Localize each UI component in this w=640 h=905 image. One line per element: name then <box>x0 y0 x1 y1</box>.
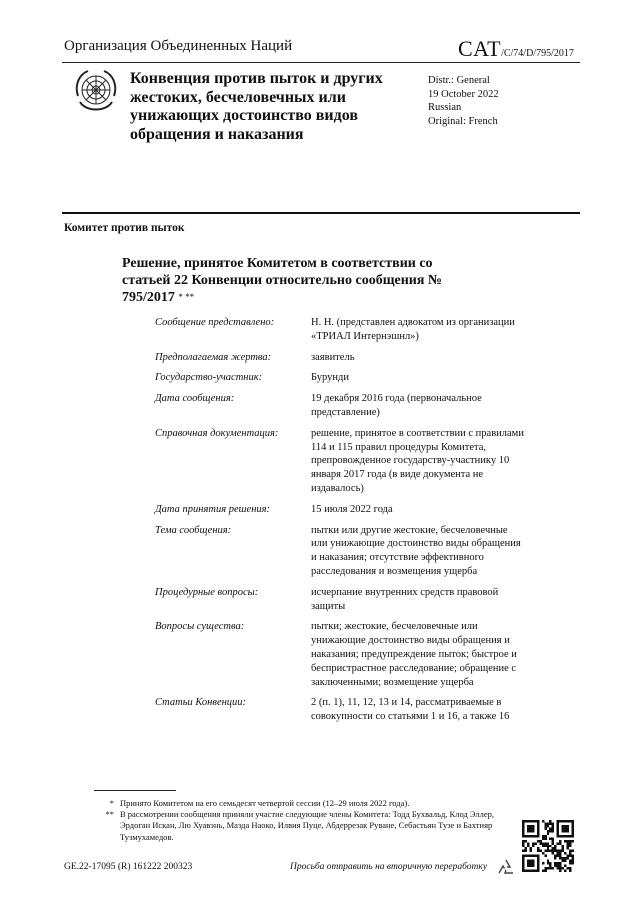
metadata-value: исчерпание внутренних средств правовой защиты <box>311 586 499 612</box>
metadata-label: Дата сообщения: <box>155 393 235 405</box>
decision-title-text: Решение, принятое Комитетом в соответствии со статьей 22 Конвенции относительно сообщения № 795/2017 <box>122 256 442 305</box>
metadata-value: 15 июля 2022 года <box>311 503 393 515</box>
metadata-label: Процедурные вопросы: <box>155 586 259 598</box>
metadata-value: Бурунди <box>311 372 349 384</box>
footnote-mark: ** <box>105 809 114 820</box>
metadata-row <box>155 392 525 420</box>
metadata-label: Тема сообщения: <box>155 524 232 536</box>
distr-language: Russian <box>428 102 462 113</box>
decision-footnote-marks: * ** <box>178 292 195 302</box>
metadata-row <box>155 524 525 579</box>
metadata-value: пытки; жестокие, бесчеловечные или унижающие достоинство виды обращения и наказания; предупреждение пыток; быстрое и беспристрастное расследование; обращение с заключенными; возмещение ущерба <box>311 621 517 688</box>
un-emblem-icon <box>70 66 122 118</box>
qr-code <box>522 820 574 872</box>
metadata-row <box>155 427 525 496</box>
metadata-value: решение, принятое в соответствии с правилами 114 и 115 правил процедуры Комитета, препровожденное государству-участнику 10 января 2017 года (в виде документа не издавалось) <box>311 427 524 494</box>
symbol-main: CAT <box>458 36 502 61</box>
metadata-label: Государство-участник: <box>155 372 263 384</box>
section-rule <box>62 212 580 214</box>
footnote-text: В рассмотрении сообщения приняли участие следующие члены Комитета: Тодд Бухвальд, Клод Эллер, Эрдоган Искан, Лю Хуавэнь, Маэда Наоко, Илвия Пуце, Абдеррезак Руване, Себастьян Тузе и Бахтияр Тузмухамедов. <box>120 809 495 842</box>
metadata-row <box>155 351 525 365</box>
metadata-row <box>155 586 525 614</box>
footnote-mark: * <box>109 798 114 808</box>
metadata-label: Предполагаемая жертва: <box>155 351 272 363</box>
symbol-suffix: /C/74/D/795/2017 <box>501 48 574 59</box>
document-symbol <box>458 36 574 62</box>
organization-name: Организация Объединенных Наций <box>64 38 293 54</box>
convention-title: Конвенция против пыток и других жестоких, бесчеловечных или унижающих достоинство видов обращения и наказания <box>130 70 383 143</box>
distr-general: Distr.: General <box>428 75 490 86</box>
metadata-value: пытки или другие жестокие, бесчеловечные или унижающие достоинство виды обращения и наказания; отсутствие эффективного расследования и возмещения ущерба <box>311 524 521 577</box>
decision-title <box>122 255 482 306</box>
distr-date: 19 October 2022 <box>428 88 499 100</box>
metadata-row <box>155 696 525 724</box>
recycle-icon <box>496 858 516 878</box>
metadata-value: заявитель <box>311 351 355 363</box>
footnote <box>96 798 516 809</box>
metadata-label: Сообщение представлено: <box>155 317 275 328</box>
footnotes <box>96 798 516 843</box>
recycle-notice: Просьба отправить на вторичную переработку <box>290 862 488 872</box>
metadata-row <box>155 316 525 344</box>
footnote-text: Принято Комитетом на его семьдесят четвертой сессии (12–29 июля 2022 года). <box>120 798 410 808</box>
metadata-label: Статьи Конвенции: <box>155 697 247 709</box>
metadata-row <box>155 620 525 689</box>
metadata-value: Н. Н. (представлен адвокатом из организации «ТРИАЛ Интернэшнл») <box>311 317 515 342</box>
metadata-value: 19 декабря 2016 года (первоначальное представление) <box>311 393 482 418</box>
footnote <box>96 809 516 843</box>
metadata-value: 2 (п. 1), 11, 12, 13 и 14, рассматриваемые в совокупности со статьями 1 и 16, а также 16 <box>311 697 510 723</box>
job-number: GE.22-17095 (R) 161222 200323 <box>64 862 193 872</box>
metadata-row <box>155 371 525 385</box>
committee-name: Комитет против пыток <box>64 222 185 234</box>
metadata-label: Вопросы существа: <box>155 621 245 633</box>
footnote-rule <box>94 790 176 791</box>
case-metadata <box>155 316 525 731</box>
header-rule <box>62 62 580 63</box>
metadata-label: Справочная документация: <box>155 427 279 439</box>
metadata-label: Дата принятия решения: <box>155 503 271 515</box>
distribution-block <box>428 74 499 128</box>
distr-original: Original: French <box>428 115 498 127</box>
metadata-row <box>155 503 525 517</box>
